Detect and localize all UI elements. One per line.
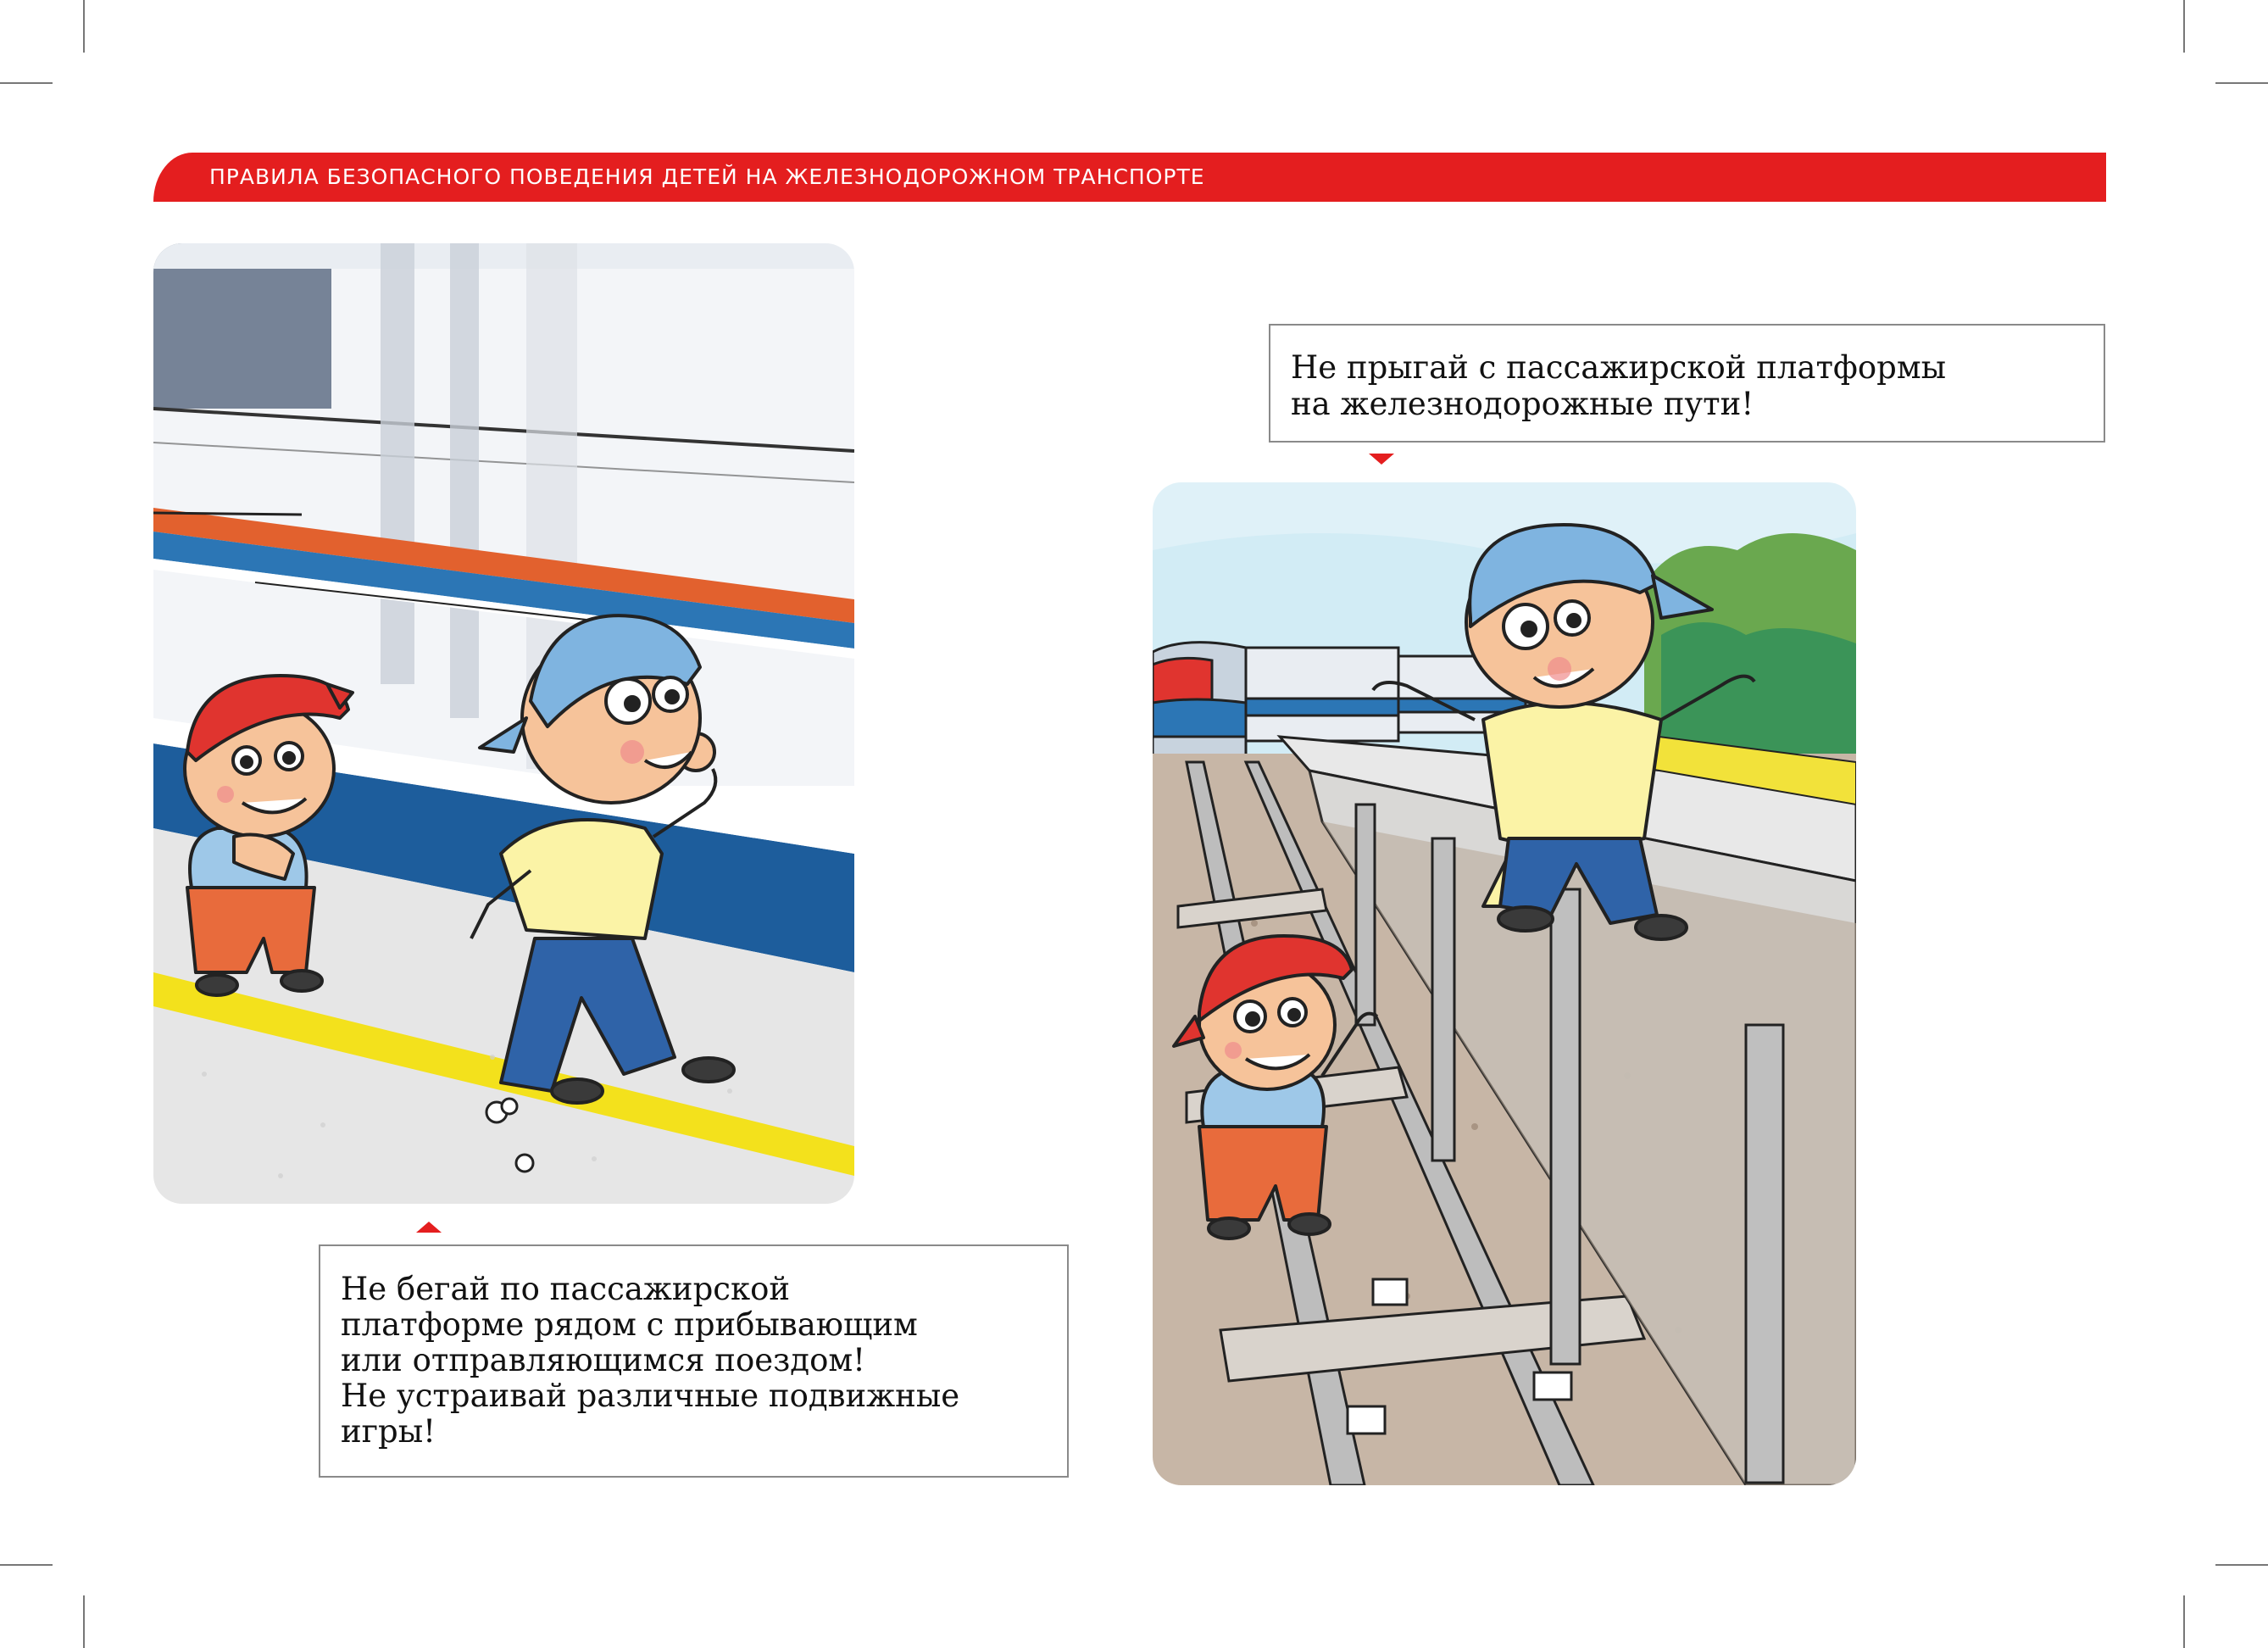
crop-mark xyxy=(2183,0,2185,53)
crop-mark xyxy=(2215,82,2268,84)
caption-pointer-up xyxy=(416,1222,442,1233)
crop-mark xyxy=(83,0,85,53)
header-title: ПРАВИЛА БЕЗОПАСНОГО ПОВЕДЕНИЯ ДЕТЕЙ НА ЖЕЛЕЗНОДОРОЖНОМ ТРАНСПОРТЕ xyxy=(209,164,1205,189)
crop-mark xyxy=(0,82,53,84)
crop-mark xyxy=(0,1564,53,1566)
illustration-jumping-boy xyxy=(1153,482,1856,1485)
caption-line: Не бегай по пассажирской xyxy=(341,1271,791,1307)
caption-running-rule xyxy=(319,1244,1069,1478)
illustration-running-children xyxy=(153,243,854,1204)
caption-line: на железнодорожные пути! xyxy=(1291,386,1754,422)
crop-mark xyxy=(83,1595,85,1648)
caption-line: или отправляющимся поездом! xyxy=(341,1342,866,1378)
caption-line: платформе рядом с прибывающим xyxy=(341,1306,918,1343)
caption-line: Не устраивай различные подвижные xyxy=(341,1378,960,1414)
header-banner xyxy=(153,153,2106,202)
caption-pointer-down xyxy=(1369,454,1394,465)
caption-jumping-rule xyxy=(1269,324,2105,443)
caption-line: игры! xyxy=(341,1413,436,1450)
crop-mark xyxy=(2183,1595,2185,1648)
caption-line: Не прыгай с пассажирской платформы xyxy=(1291,349,1947,386)
crop-mark xyxy=(2215,1564,2268,1566)
